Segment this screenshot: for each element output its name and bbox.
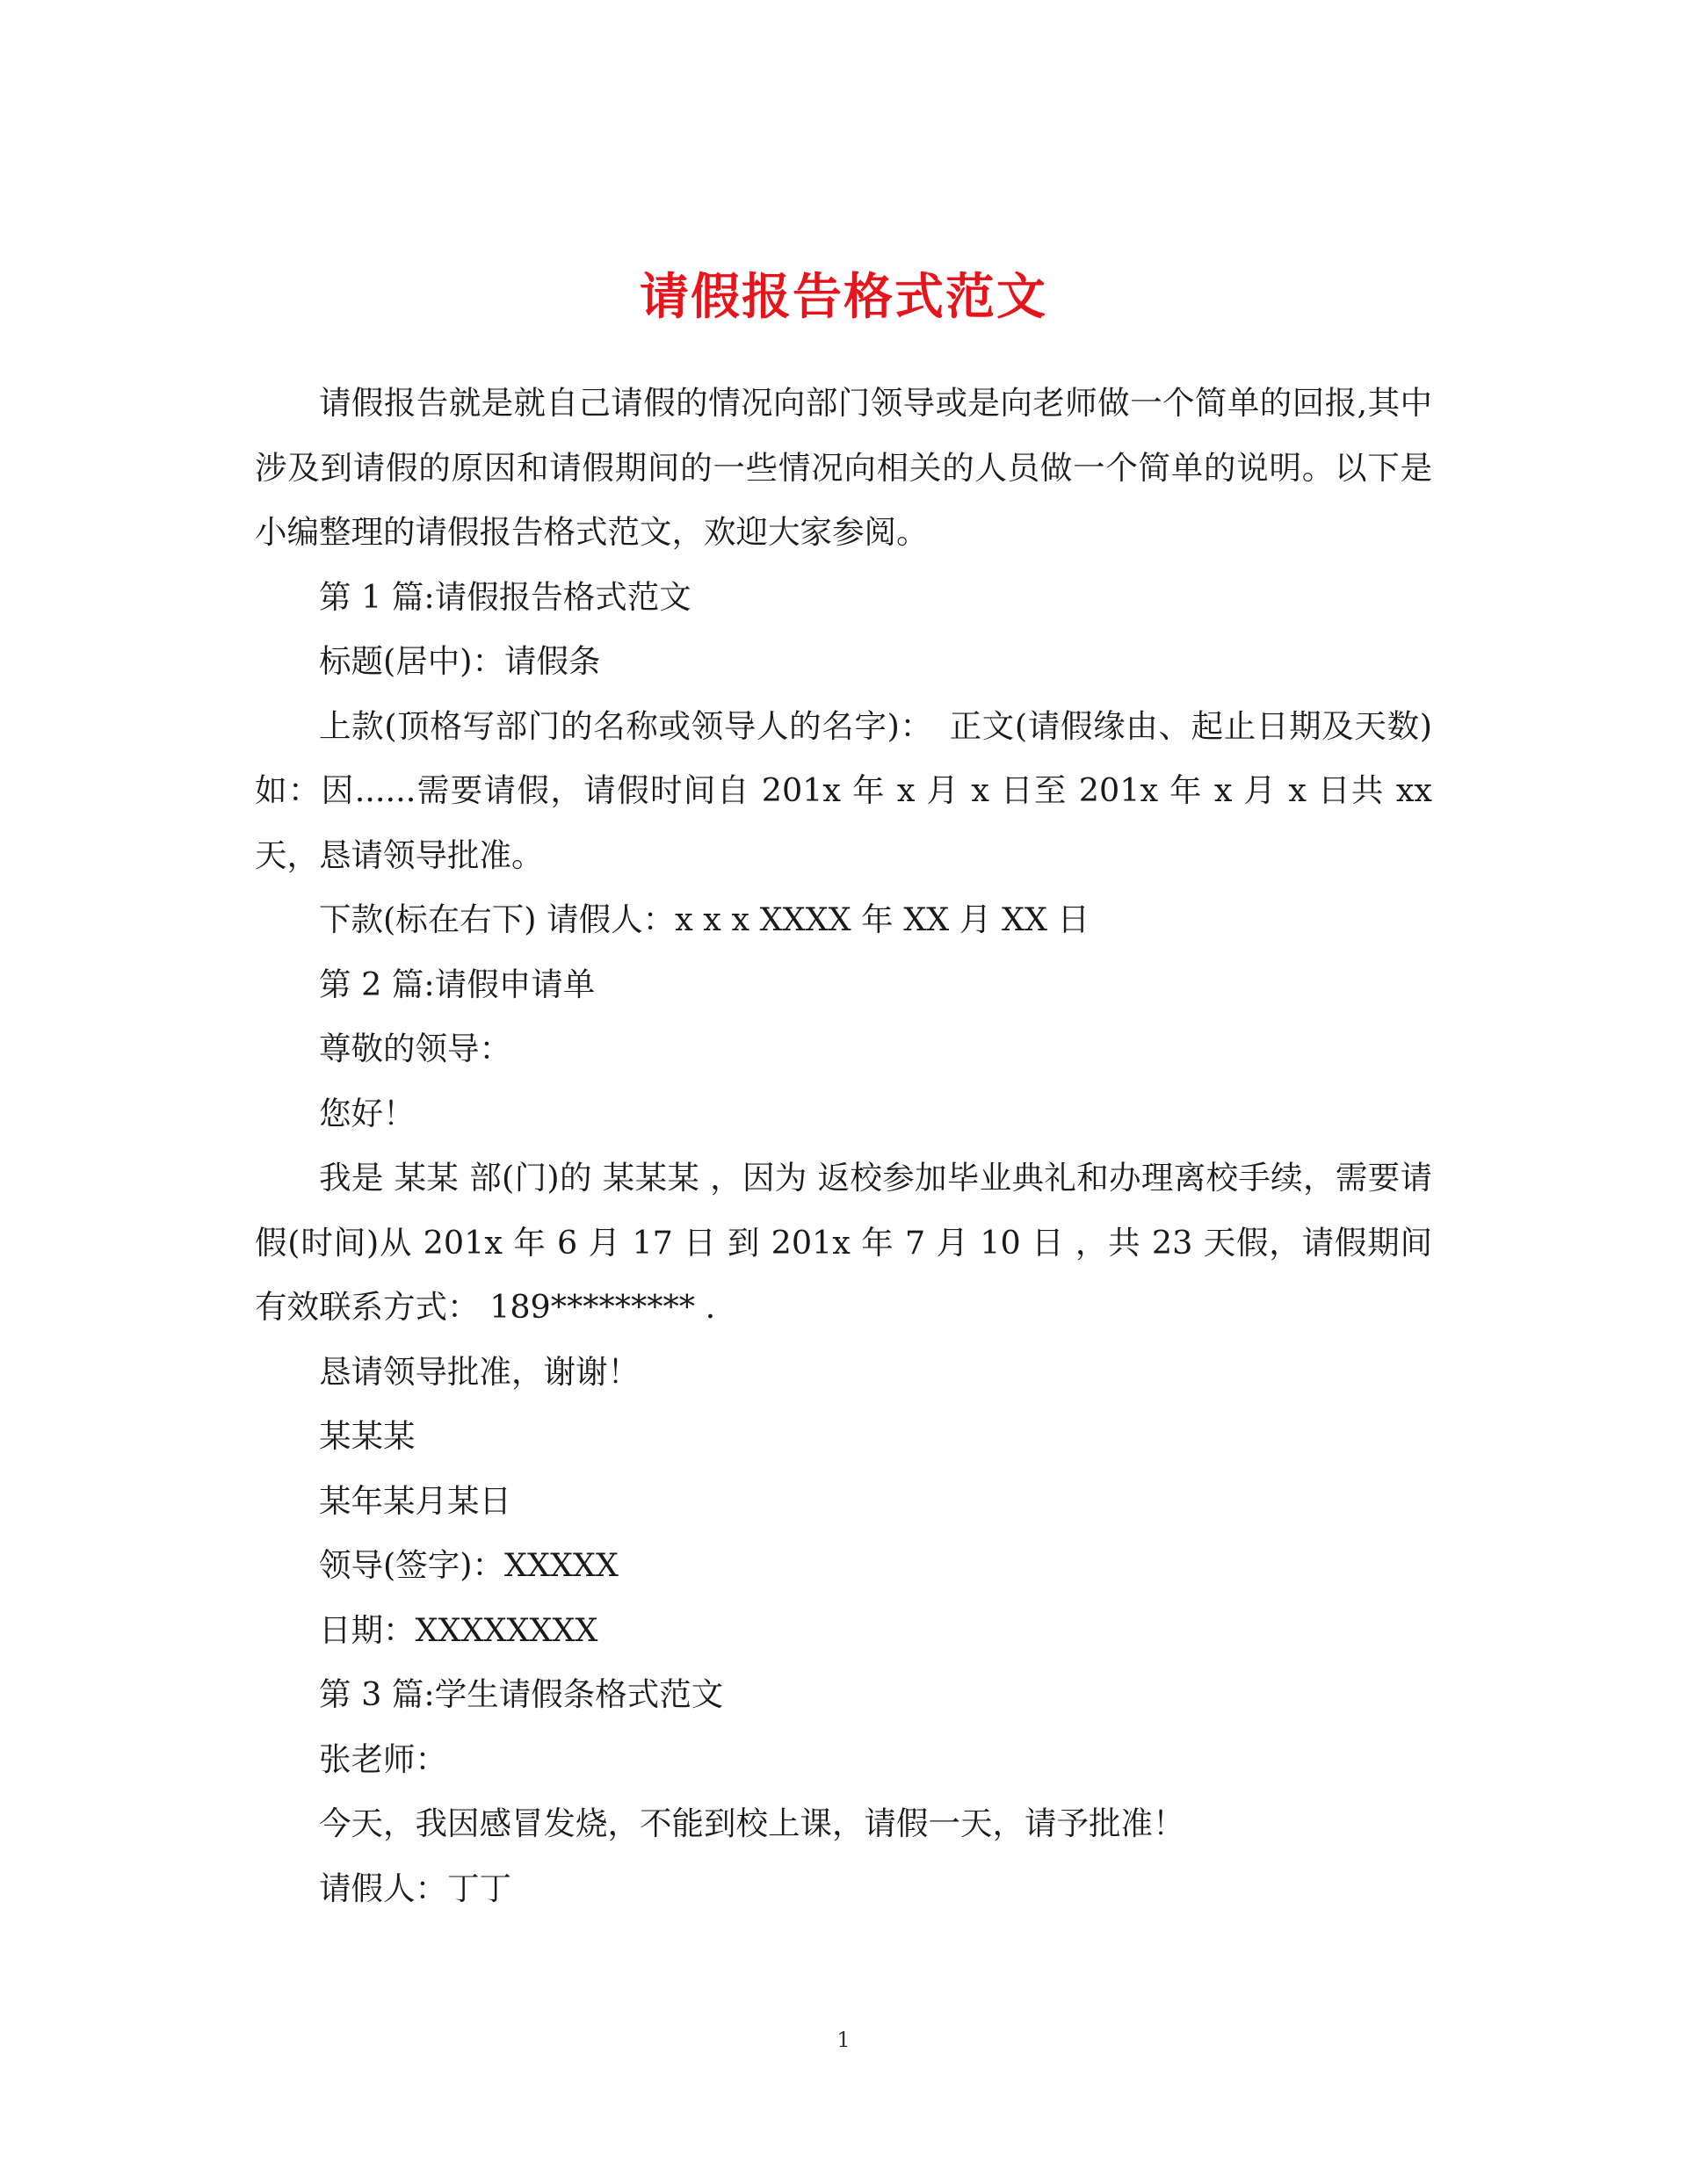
- request-paragraph: 我是 某某 部(门)的 某某某 ，因为 返校参加毕业典礼和办理离校手续，需要请假(时间)从 201x 年 6 月 17 日 到 201x 年 7 月 10 日 ，共 23 天假，请假期间有效联系方式： 189********* .: [255, 1159, 1432, 1326]
- title-line: 标题(居中)：请假条: [319, 642, 601, 680]
- document-body: [255, 371, 1432, 1920]
- greeting: 您好！: [319, 1094, 416, 1132]
- page-number: 1: [836, 2028, 851, 2052]
- intro-paragraph: 请假报告就是就自己请假的情况向部门领导或是向老师做一个简单的回报,其中涉及到请假的原因和请假期间的一些情况向相关的人员做一个简单的说明。以下是小编整理的请假报告格式范文，欢迎大家参阅。: [255, 384, 1432, 551]
- section-1-heading: 第 1 篇:请假报告格式范文: [319, 577, 691, 616]
- upper-section-paragraph: 上款(顶格写部门的名称或领导人的名字)： 正文(请假缘由、起止日期及天数)如：因......需要请假，请假时间自 201x 年 x 月 x 日至 201x 年 x 月 x 日共 xx 天，恳请领导批准。: [255, 706, 1432, 874]
- section-3-heading: 第 3 篇:学生请假条格式范文: [319, 1675, 724, 1713]
- document-title: 请假报告格式范文: [640, 267, 1047, 326]
- salutation: 尊敬的领导：: [319, 1030, 511, 1067]
- date-line: 日期：XXXXXXXX: [319, 1610, 598, 1649]
- student-request-paragraph: 今天，我因感冒发烧，不能到校上课，请假一天，请予批准！: [319, 1804, 1185, 1842]
- closing-line: 恳请领导批准，谢谢！: [319, 1352, 640, 1391]
- section-2-heading: 第 2 篇:请假申请单: [319, 965, 596, 1003]
- teacher-salutation: 张老师：: [319, 1739, 447, 1778]
- signature-date: 某年某月某日: [319, 1481, 511, 1520]
- signature-name: 某某某: [319, 1417, 416, 1455]
- student-signature: 请假人：丁丁: [319, 1869, 511, 1907]
- leader-signature-line: 领导(签字)：XXXXX: [319, 1546, 619, 1584]
- lower-section-line: 下款(标在右下) 请假人：x x x XXXX 年 XX 月 XX 日: [319, 900, 1090, 938]
